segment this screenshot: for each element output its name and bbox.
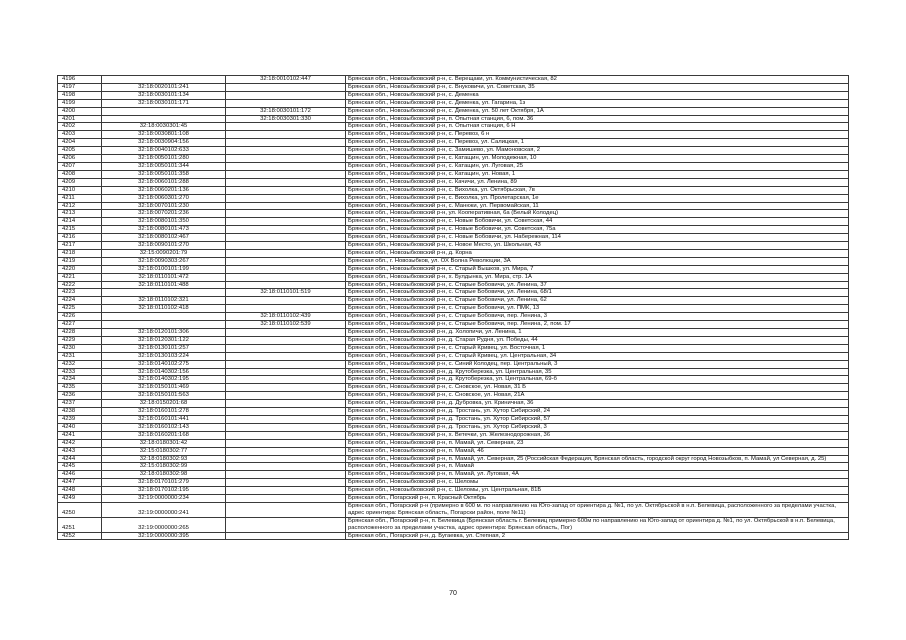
row-number: 4221 [58, 273, 102, 281]
row-number: 4224 [58, 297, 102, 305]
row-number: 4245 [58, 463, 102, 471]
table-row [58, 194, 849, 202]
address-cell: Брянская обл., Новозыбковский р-н, с. Замишево, ул. Мамоновская, 2 [346, 147, 849, 155]
cadastral-number-land: 32:18:0160102:143 [102, 423, 226, 431]
cadastral-number-land: 32:18:0120101:306 [102, 329, 226, 337]
row-number: 4231 [58, 352, 102, 360]
row-number: 4205 [58, 147, 102, 155]
cadastral-number-building [226, 210, 346, 218]
cadastral-number-land: 32:18:0030101:134 [102, 91, 226, 99]
cadastral-number-land: 32:15:0180302:99 [102, 463, 226, 471]
cadastral-number-building [226, 384, 346, 392]
cadastral-number-land: 32:18:0130103:224 [102, 352, 226, 360]
cadastral-number-land: 32:18:0170101:279 [102, 479, 226, 487]
address-cell: Брянская обл., Новозыбковский р-н, с. Вихолка, ул. Октябрьская, 7в [346, 186, 849, 194]
table-row [58, 447, 849, 455]
address-cell: Брянская обл., Новозыбковский р-н, с. Сновское, ул. Новая, 21А [346, 392, 849, 400]
cadastral-number-building [226, 297, 346, 305]
cadastral-number-land: 32:18:0120301:122 [102, 336, 226, 344]
row-number: 4226 [58, 313, 102, 321]
cadastral-number-land: 32:18:0180302:93 [102, 455, 226, 463]
cadastral-number-building [226, 99, 346, 107]
table-row [58, 336, 849, 344]
table-row [58, 344, 849, 352]
cadastral-number-building [226, 170, 346, 178]
cadastral-number-land: 32:18:0150201:68 [102, 400, 226, 408]
row-number: 4201 [58, 115, 102, 123]
address-cell: Брянская обл., Новозыбковский р-н, с. Старые Бобовичи, ул. Ленина, 62 [346, 297, 849, 305]
cadastral-number-land: 32:18:0060201:136 [102, 186, 226, 194]
row-number: 4217 [58, 242, 102, 250]
cadastral-number-building [226, 431, 346, 439]
cadastral-number-building [226, 202, 346, 210]
cadastral-number-building [226, 408, 346, 416]
cadastral-number-building [226, 186, 346, 194]
row-number: 4216 [58, 234, 102, 242]
address-cell: Брянская обл., Новозыбковский р-н, с. Деменка, ул. 50 лет Октября, 1А [346, 107, 849, 115]
address-cell: Брянская обл., Погарский р-н (примерно в 600 м. по направлению на Юго-запад от ориентира д. №1, по ул. Октябрьской в н.п. Белевица, расположенного за пределами участка, адрес ориентира: Брянская область, Погарски район, поле №11) [346, 502, 849, 517]
table-row [58, 360, 849, 368]
cadastral-number-land: 32:18:0090101:270 [102, 242, 226, 250]
cadastral-number-building [226, 423, 346, 431]
table-row [58, 455, 849, 463]
cadastral-number-building: 32:18:0030301:330 [226, 115, 346, 123]
cadastral-number-building [226, 368, 346, 376]
address-cell: Брянская обл., Новозыбковский р-н, с. Катащин, ул. Новая, 1 [346, 170, 849, 178]
address-cell: Брянская обл., Новозыбковский р-н, с. Качичи, ул. Ленина, 89 [346, 178, 849, 186]
row-number: 4207 [58, 162, 102, 170]
table-row [58, 234, 849, 242]
cadastral-number-land: 32:18:0040102:633 [102, 147, 226, 155]
cadastral-number-building [226, 329, 346, 337]
row-number: 4248 [58, 487, 102, 495]
table-row [58, 321, 849, 329]
address-cell: Брянская обл., Новозыбковский р-н, с. Старый Кривец, ул. Центральная, 34 [346, 352, 849, 360]
address-cell: Брянская обл., Новозыбковский р-н, с. Старый Кривец, ул. Восточная, 1 [346, 344, 849, 352]
cadastral-number-land: 32:18:0060101:288 [102, 178, 226, 186]
row-number: 4242 [58, 439, 102, 447]
cadastral-number-land: 32:18:0080101:473 [102, 226, 226, 234]
table-row [58, 289, 849, 297]
table-row [58, 91, 849, 99]
row-number: 4214 [58, 218, 102, 226]
table-row [58, 186, 849, 194]
address-cell: Брянская обл., Новозыбковский р-н, х. Булдынка, ул. Мира, стр. 1А [346, 273, 849, 281]
cadastral-number-land [102, 313, 226, 321]
address-cell: Брянская обл., Новозыбковский р-н, с. Старый Вышков, ул. Мира, 7 [346, 265, 849, 273]
row-number: 4197 [58, 83, 102, 91]
cadastral-number-building [226, 242, 346, 250]
cadastral-number-building: 32:18:0110101:519 [226, 289, 346, 297]
address-cell: Брянская обл., Новозыбковский р-н, с. Манюки, ул. Первомайская, 11 [346, 202, 849, 210]
row-number: 4249 [58, 495, 102, 503]
row-number: 4228 [58, 329, 102, 337]
cadastral-number-building [226, 471, 346, 479]
cadastral-number-land: 32:18:0140102:275 [102, 360, 226, 368]
cadastral-number-land: 32:18:0030904:156 [102, 139, 226, 147]
cadastral-number-land: 32:18:0080101:350 [102, 218, 226, 226]
cadastral-number-building [226, 336, 346, 344]
table-row [58, 147, 849, 155]
row-number: 4219 [58, 257, 102, 265]
table-row [58, 329, 849, 337]
row-number: 4210 [58, 186, 102, 194]
row-number: 4198 [58, 91, 102, 99]
cadastral-number-land: 32:18:0160101:278 [102, 408, 226, 416]
table-row [58, 249, 849, 257]
cadastral-number-building [226, 281, 346, 289]
table-row [58, 517, 849, 532]
table-row [58, 162, 849, 170]
cadastral-number-land: 32:18:0030101:171 [102, 99, 226, 107]
page-number: 70 [449, 590, 457, 597]
address-cell: Брянская обл., Новозыбковский р-н, с. Синий Колодец, пер. Центральный, 3 [346, 360, 849, 368]
row-number: 4211 [58, 194, 102, 202]
cadastral-number-land: 32:18:0180302:98 [102, 471, 226, 479]
cadastral-number-building [226, 305, 346, 313]
cadastral-number-land: 32:18:0150101:563 [102, 392, 226, 400]
cadastral-number-building [226, 479, 346, 487]
table-row [58, 439, 849, 447]
cadastral-number-building [226, 155, 346, 163]
address-cell: Брянская обл., Новозыбковский р-н, п. Мамай, ул. Луговая, 4А [346, 471, 849, 479]
table-row [58, 431, 849, 439]
table-row [58, 139, 849, 147]
cadastral-number-building [226, 234, 346, 242]
row-number: 4229 [58, 336, 102, 344]
cadastral-number-building [226, 415, 346, 423]
table-row [58, 83, 849, 91]
row-number: 4225 [58, 305, 102, 313]
address-cell: Брянская обл., Новозыбковский р-н, с. Перевоз, 6 н [346, 131, 849, 139]
table-row [58, 107, 849, 115]
cadastral-number-building [226, 344, 346, 352]
cadastral-number-building [226, 123, 346, 131]
table-row [58, 257, 849, 265]
table-row [58, 265, 849, 273]
table-row [58, 226, 849, 234]
cadastral-number-land [102, 107, 226, 115]
table-row [58, 487, 849, 495]
address-cell: Брянская обл., Новозыбковский р-н, с. Внуковичи, ул. Советская, 35 [346, 83, 849, 91]
table-row [58, 178, 849, 186]
row-number: 4232 [58, 360, 102, 368]
row-number: 4213 [58, 210, 102, 218]
row-number: 4246 [58, 471, 102, 479]
address-cell: Брянская обл., г. Новозыбков, ул. ОХ Волна Революции, 3А [346, 257, 849, 265]
row-number: 4227 [58, 321, 102, 329]
row-number: 4235 [58, 384, 102, 392]
cadastral-number-building [226, 400, 346, 408]
cadastral-number-land [102, 115, 226, 123]
cadastral-number-land [102, 321, 226, 329]
row-number: 4239 [58, 415, 102, 423]
cadastral-number-land: 32:18:0110101:472 [102, 273, 226, 281]
cadastral-number-land: 32:19:0000000:234 [102, 495, 226, 503]
cadastral-number-land: 32:18:0170102:195 [102, 487, 226, 495]
cadastral-number-land: 32:18:0110102:321 [102, 297, 226, 305]
address-cell: Брянская обл., Новозыбковский р-н, ул. Кооперативная, 6а (Белый Колодец) [346, 210, 849, 218]
cadastral-number-building [226, 517, 346, 532]
table-row [58, 368, 849, 376]
row-number: 4203 [58, 131, 102, 139]
cadastral-number-building [226, 392, 346, 400]
cadastral-number-land: 32:18:0050101:280 [102, 155, 226, 163]
cadastral-number-land [102, 289, 226, 297]
table-row [58, 202, 849, 210]
address-cell: Брянская обл., Новозыбковский р-н, д. Корна [346, 249, 849, 257]
cadastral-number-land: 32:18:0050101:344 [102, 162, 226, 170]
cadastral-number-land: 32:18:0090303:267 [102, 257, 226, 265]
cadastral-number-building [226, 257, 346, 265]
address-cell: Брянская обл., Новозыбковский р-н, п. Опытная станция, 6, пом. 36 [346, 115, 849, 123]
address-cell: Брянская обл., Новозыбковский р-н, д. Крутоберезка, ул. Центральная, 35 [346, 368, 849, 376]
row-number: 4220 [58, 265, 102, 273]
address-cell: Брянская обл., Новозыбковский р-н, с. Старые Бобовичи, пер. Ленина, 3 [346, 313, 849, 321]
table-row [58, 273, 849, 281]
table-row [58, 155, 849, 163]
table-row [58, 384, 849, 392]
address-cell: Брянская обл., Новозыбковский р-н, д. Дубровка, ул. Криничная, 36 [346, 400, 849, 408]
row-number: 4233 [58, 368, 102, 376]
table-row [58, 123, 849, 131]
row-number: 4196 [58, 76, 102, 84]
table-row [58, 99, 849, 107]
cadastral-number-land: 32:18:0070101:230 [102, 202, 226, 210]
table-row [58, 532, 849, 540]
cadastral-number-building [226, 439, 346, 447]
cadastral-number-land: 32:19:0000000:241 [102, 502, 226, 517]
cadastral-number-land: 32:18:0160101:441 [102, 415, 226, 423]
table-row [58, 463, 849, 471]
table-body [58, 76, 849, 540]
cadastral-number-land: 32:18:0070201:236 [102, 210, 226, 218]
cadastral-number-land: 32:15:0090201:79 [102, 249, 226, 257]
address-cell: Брянская обл., Новозыбковский р-н, с. Вихолка, ул. Пролетарская, 1е [346, 194, 849, 202]
row-number: 4222 [58, 281, 102, 289]
cadastral-number-building [226, 495, 346, 503]
address-cell: Брянская обл., Новозыбковский р-н, п. Опытная станция, 6 Н [346, 123, 849, 131]
row-number: 4251 [58, 517, 102, 532]
row-number: 4234 [58, 376, 102, 384]
cadastral-number-land: 32:18:0150101:469 [102, 384, 226, 392]
address-cell: Брянская обл., Погарский р-н, п. Красный Октябрь [346, 495, 849, 503]
cadastral-number-building: 32:18:0030101:172 [226, 107, 346, 115]
cadastral-number-building [226, 218, 346, 226]
row-number: 4250 [58, 502, 102, 517]
cadastral-number-building [226, 273, 346, 281]
address-cell: Брянская обл., Новозыбковский р-н, д. Холопичи, ул. Ленина, 1 [346, 329, 849, 337]
address-cell: Брянская обл., Новозыбковский р-н, д. Тростань, ул. Хутор Сибирский, 57 [346, 415, 849, 423]
table-row [58, 115, 849, 123]
row-number: 4202 [58, 123, 102, 131]
row-number: 4230 [58, 344, 102, 352]
row-number: 4209 [58, 178, 102, 186]
cadastral-number-land: 32:18:0080102:467 [102, 234, 226, 242]
cadastral-number-building [226, 194, 346, 202]
cadastral-number-building [226, 162, 346, 170]
cadastral-number-land: 32:19:0000000:265 [102, 517, 226, 532]
cadastral-number-land: 32:18:0110102:418 [102, 305, 226, 313]
row-number: 4212 [58, 202, 102, 210]
table-row [58, 415, 849, 423]
cadastral-number-building [226, 532, 346, 540]
table-row [58, 400, 849, 408]
row-number: 4199 [58, 99, 102, 107]
cadastral-number-land: 32:18:0140302:195 [102, 376, 226, 384]
address-cell: Брянская обл., Новозыбковский р-н, с. Новые Бобовичи, ул. Набережная, 114 [346, 234, 849, 242]
cadastral-number-building [226, 352, 346, 360]
cadastral-number-land: 32:18:0110101:488 [102, 281, 226, 289]
cadastral-number-building [226, 265, 346, 273]
cadastral-number-building: 32:18:0010102:447 [226, 76, 346, 84]
row-number: 4204 [58, 139, 102, 147]
table-row [58, 471, 849, 479]
row-number: 4200 [58, 107, 102, 115]
cadastral-number-building [226, 131, 346, 139]
cadastral-number-land: 32:18:0100101:199 [102, 265, 226, 273]
address-cell: Брянская обл., Новозыбковский р-н, с. Шеломы, ул. Центральная, 81Б [346, 487, 849, 495]
row-number: 4208 [58, 170, 102, 178]
address-cell: Брянская обл., Погарский р-н, д. Бугаевка, ул. Степная, 2 [346, 532, 849, 540]
cadastral-number-land: 32:18:0130101:257 [102, 344, 226, 352]
row-number: 4240 [58, 423, 102, 431]
cadastral-number-land: 32:18:0030301:45 [102, 123, 226, 131]
row-number: 4243 [58, 447, 102, 455]
table-row [58, 408, 849, 416]
address-cell: Брянская обл., Новозыбковский р-н, с. Новые Бобовичи, ул. Советская, 75а [346, 226, 849, 234]
cadastral-number-building [226, 487, 346, 495]
address-cell: Брянская обл., Новозыбковский р-н, с. Шеломы [346, 479, 849, 487]
table-row [58, 376, 849, 384]
address-cell: Брянская обл., Новозыбковский р-н, д. Тростань, ул. Хутор Сибирский, 3 [346, 423, 849, 431]
table-row [58, 313, 849, 321]
row-number: 4238 [58, 408, 102, 416]
address-cell: Брянская обл., Новозыбковский р-н, с. Катащин, ул. Луговая, 25 [346, 162, 849, 170]
cadastral-number-building [226, 147, 346, 155]
cadastral-number-building [226, 447, 346, 455]
address-cell: Брянская обл., Новозыбковский р-н, д. Тростань, ул. Хутор Сибирский, 24 [346, 408, 849, 416]
address-cell: Брянская обл., Новозыбковский р-н, с. Новые Бобовичи, ул. Советская, 44 [346, 218, 849, 226]
address-cell: Брянская обл., Новозыбковский р-н, х. Ветечки, ул. Железнодорожная, 36 [346, 431, 849, 439]
cadastral-number-building [226, 139, 346, 147]
cadastral-table [57, 75, 849, 540]
table-row [58, 170, 849, 178]
cadastral-number-land: 32:19:0000000:395 [102, 532, 226, 540]
cadastral-number-building [226, 463, 346, 471]
table-row [58, 479, 849, 487]
cadastral-number-building [226, 455, 346, 463]
table-row [58, 210, 849, 218]
row-number: 4252 [58, 532, 102, 540]
table-row [58, 297, 849, 305]
table-row [58, 495, 849, 503]
row-number: 4218 [58, 249, 102, 257]
cadastral-number-land: 32:18:0140302:156 [102, 368, 226, 376]
table-row [58, 218, 849, 226]
address-cell: Брянская обл., Новозыбковский р-н, с. Старые Бобовичи, пер. Ленина, 2, пом. 17 [346, 321, 849, 329]
cadastral-number-land: 32:18:0160201:168 [102, 431, 226, 439]
address-cell: Брянская обл., Новозыбковский р-н, с. Старые Бобовичи, ул. Ленина, 37 [346, 281, 849, 289]
cadastral-number-building: 32:18:0110102:539 [226, 321, 346, 329]
cadastral-number-building [226, 360, 346, 368]
row-number: 4236 [58, 392, 102, 400]
table-row [58, 392, 849, 400]
table-row [58, 305, 849, 313]
cadastral-number-building [226, 83, 346, 91]
table-row [58, 352, 849, 360]
address-cell: Брянская обл., Новозыбковский р-н, с. Перевоз, ул. Салицкая, 1 [346, 139, 849, 147]
cadastral-number-building [226, 376, 346, 384]
address-cell: Брянская обл., Новозыбковский р-н, д. Старая Рудня, ул. Победы, 44 [346, 336, 849, 344]
row-number: 4237 [58, 400, 102, 408]
cadastral-number-building: 32:18:0110102:439 [226, 313, 346, 321]
table-row [58, 281, 849, 289]
table-row [58, 76, 849, 84]
address-cell: Брянская обл., Новозыбковский р-н, с. Деменка [346, 91, 849, 99]
address-cell: Брянская обл., Новозыбковский р-н, с. Старые Бобовичи, ул. Ленина, 68/1 [346, 289, 849, 297]
address-cell: Брянская обл., Новозыбковский р-н, с. Новое Место, ул. Школьная, 43 [346, 242, 849, 250]
address-cell: Брянская обл., Новозыбковский р-н, с. Сновское, ул. Новая, 31 Б [346, 384, 849, 392]
address-cell: Брянская обл., Погарский р-н, п. Белевица (Брянская область г. Белевиц примерно 600м по направлению на Юго-запад от ориентира д. №1, по ул. Октябрьской в н.п. Белевица, расположенного за пределами участка, адрес ориентира: Брянская область, Пог) [346, 517, 849, 532]
address-cell: Брянская обл., Новозыбковский р-н, п. Мамай [346, 463, 849, 471]
cadastral-number-land: 32:18:0020101:241 [102, 83, 226, 91]
row-number: 4247 [58, 479, 102, 487]
cadastral-number-building [226, 502, 346, 517]
row-number: 4215 [58, 226, 102, 234]
cadastral-number-land: 32:18:0030801:108 [102, 131, 226, 139]
table-row [58, 131, 849, 139]
address-cell: Брянская обл., Новозыбковский р-н, с. Катащин, ул. Молодежная, 10 [346, 155, 849, 163]
cadastral-number-building [226, 249, 346, 257]
cadastral-number-building [226, 178, 346, 186]
table-row [58, 502, 849, 517]
row-number: 4206 [58, 155, 102, 163]
cadastral-number-land: 32:15:0180302:77 [102, 447, 226, 455]
table-row [58, 423, 849, 431]
address-cell: Брянская обл., Новозыбковский р-н, п. Мамай, ул. Северная, 25 (Российская Федерация, Брянская область, городской округ город Новозыбков, п. Мамай, ул Северная, д. 25) [346, 455, 849, 463]
row-number: 4241 [58, 431, 102, 439]
cadastral-number-building [226, 91, 346, 99]
address-cell: Брянская обл., Новозыбковский р-н, п. Мамай, 46 [346, 447, 849, 455]
cadastral-number-land: 32:18:0180301:42 [102, 439, 226, 447]
row-number: 4244 [58, 455, 102, 463]
cadastral-number-land: 32:18:0050101:358 [102, 170, 226, 178]
address-cell: Брянская обл., Новозыбковский р-н, п. Мамай, ул. Северная, 23 [346, 439, 849, 447]
row-number: 4223 [58, 289, 102, 297]
cadastral-number-building [226, 226, 346, 234]
address-cell: Брянская обл., Новозыбковский р-н, с. Деменка, ул. Гагарина, 1з [346, 99, 849, 107]
address-cell: Брянская обл., Новозыбковский р-н, с. Верещаки, ул. Коммунистическая, 82 [346, 76, 849, 84]
address-cell: Брянская обл., Новозыбковский р-н, с. Старые Бобовичи, ул. ПМК, 13 [346, 305, 849, 313]
address-cell: Брянская обл., Новозыбковский р-н, д. Крутоберезка, ул. Центральная, 69-б [346, 376, 849, 384]
cadastral-number-land [102, 76, 226, 84]
cadastral-number-land: 32:18:0060301:270 [102, 194, 226, 202]
table-row [58, 242, 849, 250]
